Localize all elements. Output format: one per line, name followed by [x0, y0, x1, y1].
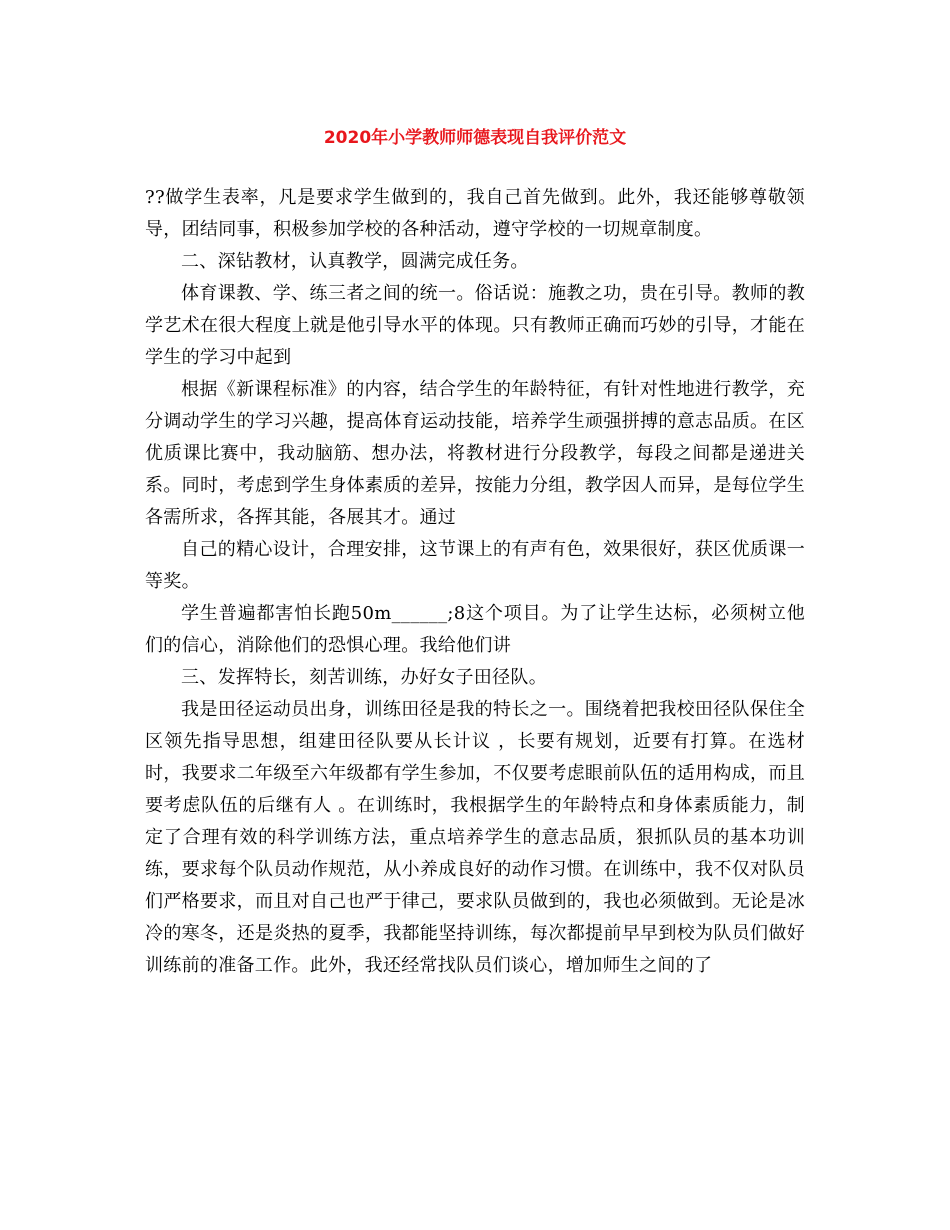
section-heading: 三、发挥特长，刻苦训练，办好女子田径队。 — [181, 667, 547, 688]
section-heading: 二、深钻教材，认真教学，圆满完成任务。 — [181, 251, 529, 272]
paragraph: 自己的精心设计，合理安排，这节课上的有声有色，效果很好，获区优质课一等奖。 — [145, 539, 805, 592]
document-body — [145, 182, 805, 982]
document-title: 2020年小学教师师德表现自我评价范文 — [323, 128, 627, 148]
paragraph: 根据《新课程标准》的内容，结合学生的年龄特征，有针对性地进行教学，充分调动学生的学习兴趣，提高体育运动技能，培养学生顽强拼搏的意志品质。在区优质课比赛中，我动脑筋、想办法，将教材进行分段教学，每段之间都是递进关系。同时，考虑到学生身体素质的差异，按能力分组，教学因人而异，是每位学生各需所求，各挥其能，各展其才。通过 — [145, 379, 805, 528]
paragraph: 学生普遍都害怕长跑50m______;8这个项目。为了让学生达标，必须树立他们的信心，消除他们的恐惧心理。我给他们讲 — [145, 603, 805, 656]
paragraph: 体育课教、学、练三者之间的统一。俗话说：施教之功，贵在引导。教师的教学艺术在很大程度上就是他引导水平的体现。只有教师正确而巧妙的引导，才能在学生的学习中起到 — [145, 283, 805, 368]
paragraph: 我是田径运动员出身，训练田径是我的特长之一。围绕着把我校田径队保住全区领先指导思想，组建田径队要从长计议 ，长要有规划，近要有打算。在选材时，我要求二年级至六年级都有学生参加，不仅要考虑眼前队伍的适用构成，而且要考虑队伍的后继有人 。在训练时，我根据学生的年龄特点和身体素质能力，制定了合理有效的科学训练方法，重点培养学生的意志品质，狠抓队员的基本功训练，要求每个队员动作规范，从小养成良好的动作习惯。在训练中，我不仅对队员们严格要求，而且对自己也严于律己，要求队员做到的，我也必须做到。无论是冰冷的寒冬，还是炎热的夏季，我都能坚持训练，每次都提前早早到校为队员们做好训练前的准备工作。此外，我还经常找队员们谈心，增加师生之间的了 — [145, 699, 805, 976]
paragraph: ??做学生表率，凡是要求学生做到的，我自己首先做到。此外，我还能够尊敬领导，团结同事，积极参加学校的各种活动，遵守学校的一切规章制度。 — [145, 187, 805, 240]
